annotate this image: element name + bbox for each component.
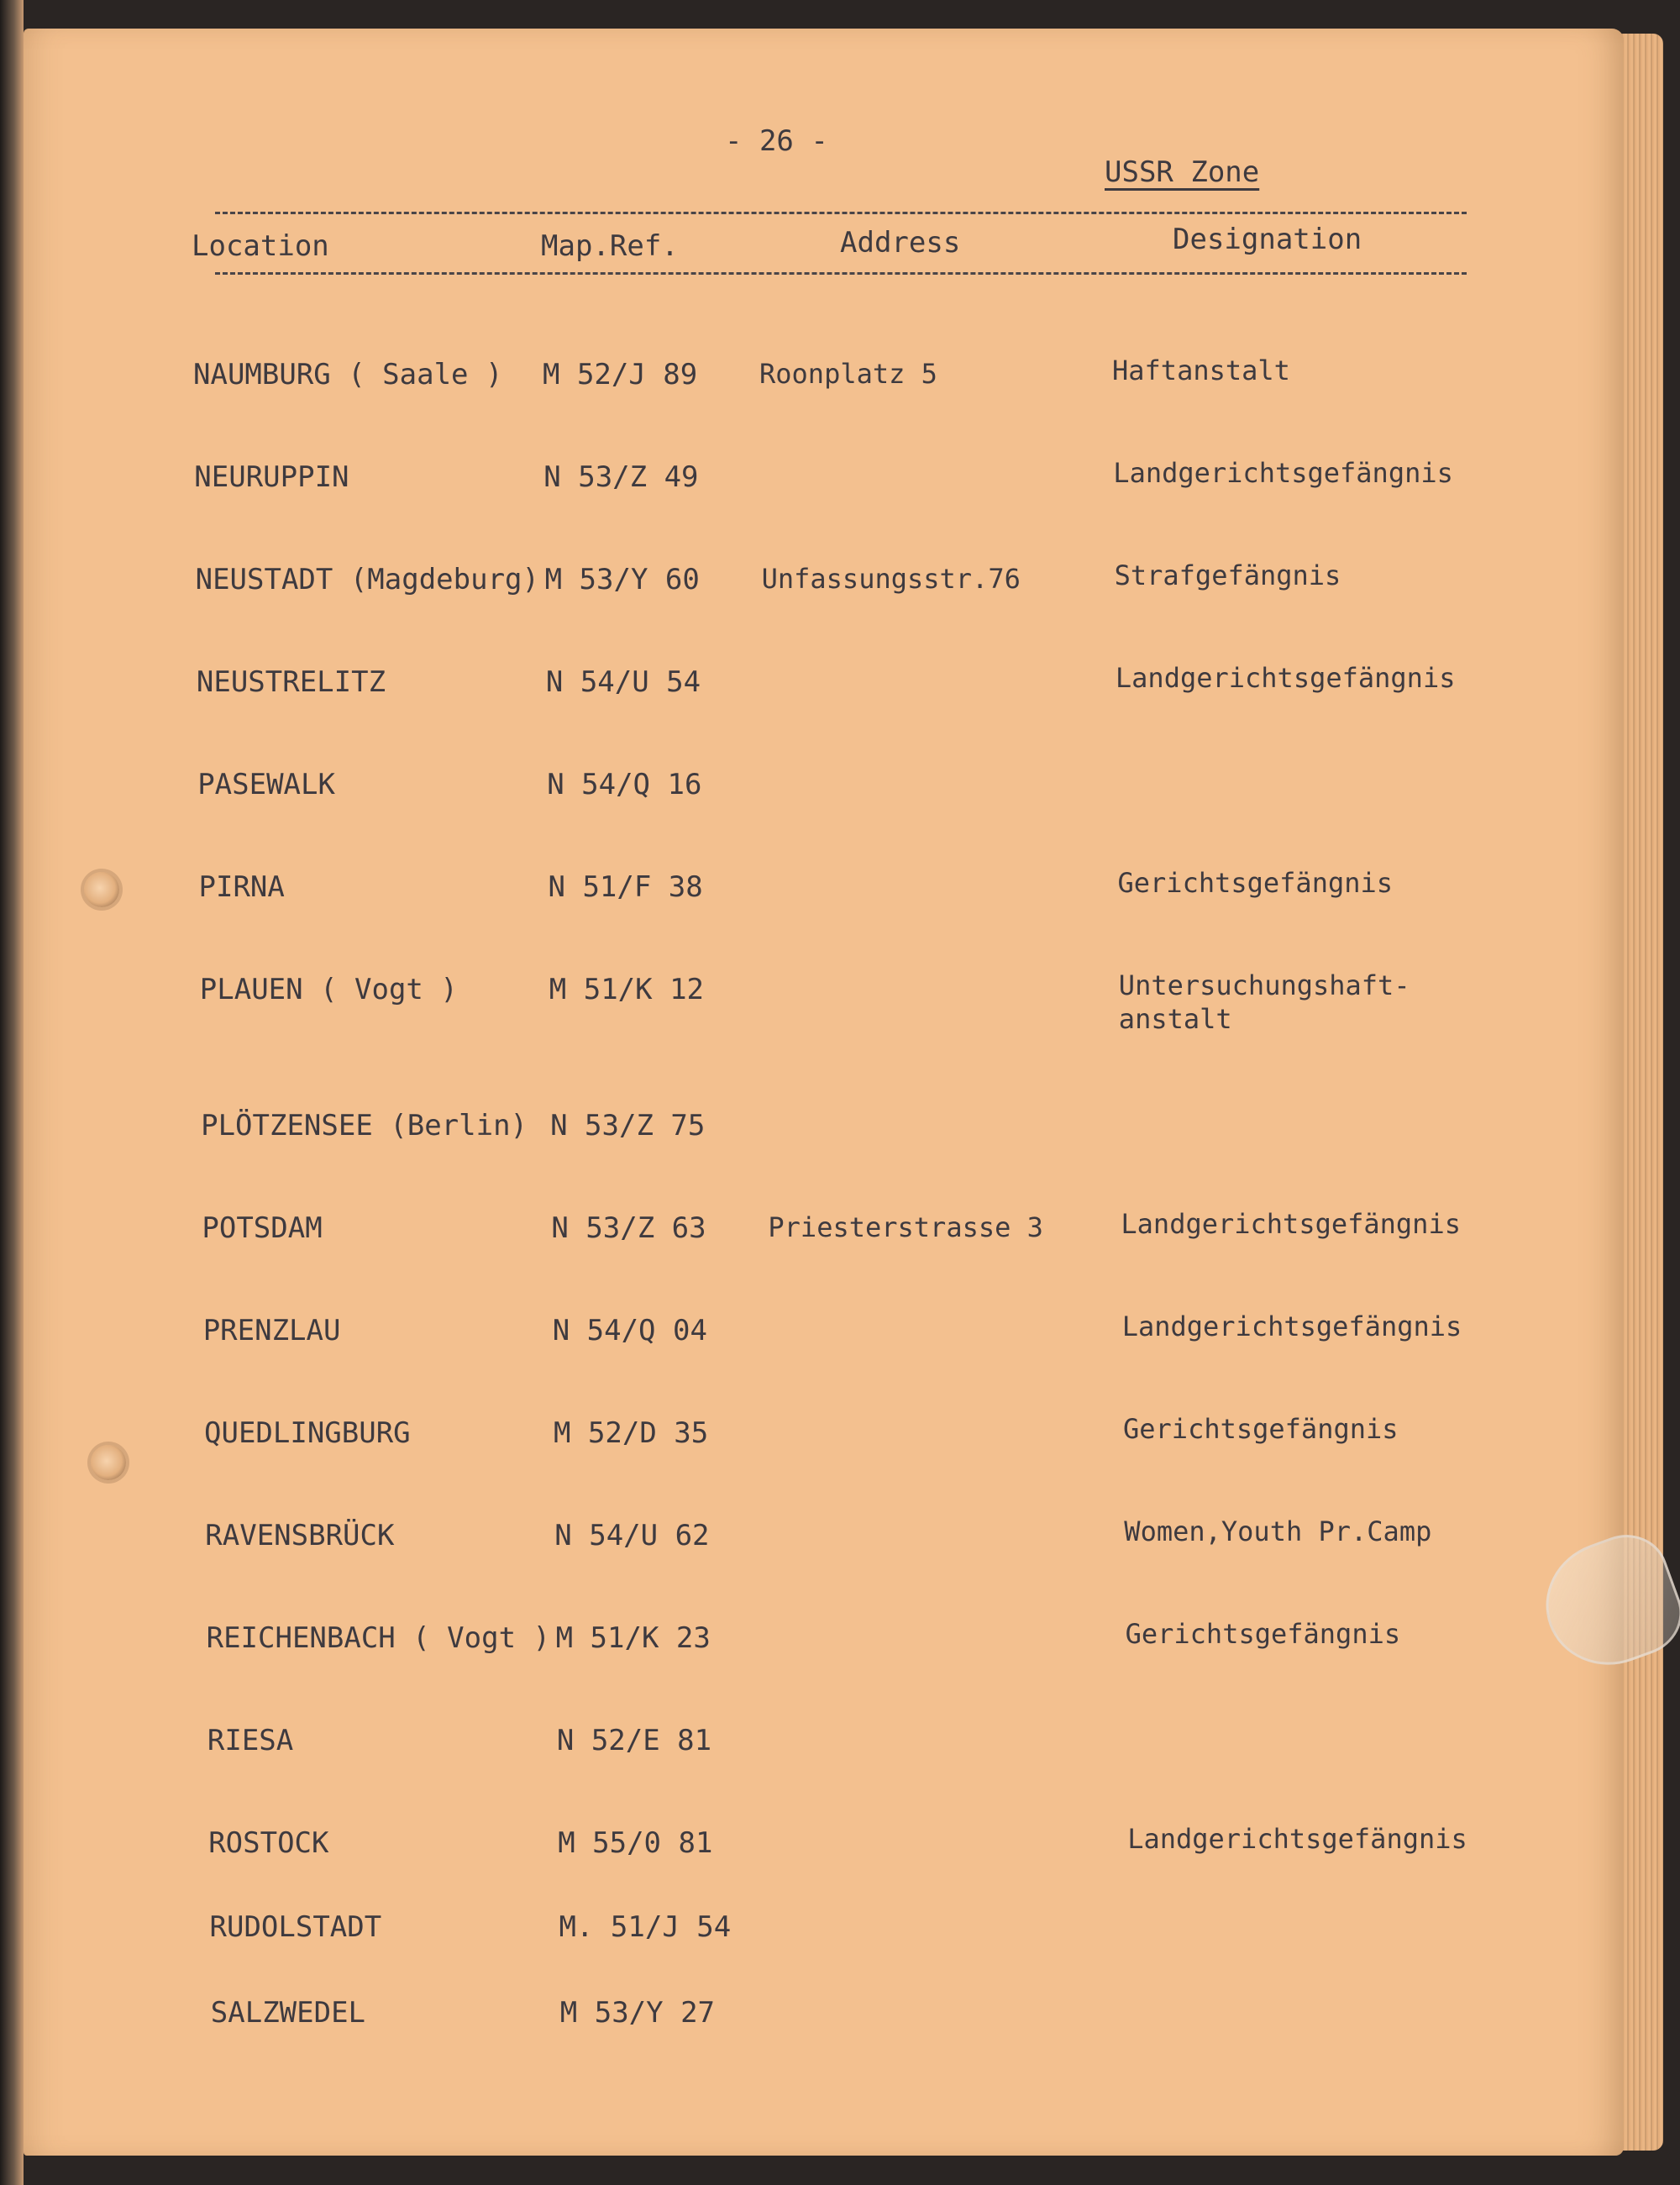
cell-designation: Gerichtsgefängnis [1117, 867, 1394, 899]
header-top-rule [215, 212, 1467, 214]
binding-edge [0, 0, 24, 2185]
cell-map-ref: N 54/U 62 [554, 1519, 710, 1552]
cell-location: NAUMBURG ( Saale ) [193, 358, 503, 391]
header-map-ref: Map.Ref. [541, 229, 679, 263]
cell-map-ref: N 53/Z 75 [550, 1109, 706, 1142]
cell-designation: Haftanstalt [1112, 355, 1290, 386]
cell-map-ref: M 53/Y 27 [559, 1996, 716, 2030]
cell-location: REICHENBACH ( Vogt ) [206, 1621, 550, 1655]
cell-map-ref: M 55/0 81 [558, 1826, 713, 1860]
cell-map-ref: M 52/D 35 [554, 1416, 709, 1450]
cell-map-ref: N 53/Z 63 [551, 1211, 706, 1245]
cell-designation: Landgerichtsgefängnis [1121, 1310, 1462, 1342]
cell-map-ref: N 54/U 54 [545, 665, 701, 699]
cell-designation: Gerichtsgefängnis [1125, 1618, 1401, 1650]
cell-map-ref: N 54/Q 04 [552, 1314, 707, 1347]
cell-designation: Untersuchungshaft- [1118, 969, 1410, 1001]
header-designation: Designation [1173, 223, 1362, 256]
document-page [24, 29, 1624, 2156]
cell-map-ref: N 52/E 81 [556, 1724, 712, 1757]
cell-location: ROSTOCK [208, 1826, 329, 1860]
cell-location: NEUSTADT (Magdeburg) [195, 563, 539, 596]
punch-hole-bottom [91, 1445, 126, 1480]
cell-map-ref: N 54/Q 16 [547, 768, 702, 801]
cell-designation-continued: anstalt [1118, 1003, 1232, 1035]
cell-location: RUDOLSTADT [209, 1910, 382, 1944]
cell-location: QUEDLINGBURG [204, 1416, 411, 1450]
cell-location: NEUSTRELITZ [196, 665, 386, 699]
cell-designation: Landgerichtsgefängnis [1113, 457, 1453, 489]
cell-map-ref: M. 51/J 54 [559, 1910, 732, 1944]
cell-location: NEURUPPIN [194, 460, 349, 494]
cell-location: PLAUEN ( Vogt ) [199, 973, 458, 1006]
cell-designation: Landgerichtsgefängnis [1121, 1208, 1461, 1240]
cell-location: RAVENSBRÜCK [205, 1519, 395, 1552]
cell-location: SALZWEDEL [210, 1996, 366, 2030]
cell-map-ref: M 52/J 89 [543, 358, 698, 391]
cell-designation: Gerichtsgefängnis [1123, 1413, 1399, 1445]
cell-map-ref: M 51/K 12 [549, 973, 705, 1006]
cell-location: PRENZLAU [202, 1314, 341, 1347]
header-address: Address [840, 226, 961, 260]
cell-map-ref: M 53/Y 60 [544, 563, 700, 596]
cell-designation: Landgerichtsgefängnis [1127, 1823, 1467, 1855]
cell-address: Unfassungsstr.76 [761, 563, 1021, 595]
cell-map-ref: N 51/F 38 [548, 870, 703, 904]
cell-address: Roonplatz 5 [759, 358, 937, 390]
header-bottom-rule [215, 272, 1467, 275]
page-number: - 26 - [725, 124, 828, 158]
cell-designation: Strafgefängnis [1114, 559, 1341, 591]
punch-hole-top [84, 872, 119, 907]
header-location: Location [192, 229, 329, 263]
cell-address: Priesterstrasse 3 [768, 1211, 1043, 1243]
cell-location: PIRNA [198, 870, 285, 904]
cell-location: PLÖTZENSEE (Berlin) [201, 1109, 528, 1142]
cell-location: PASEWALK [197, 768, 335, 801]
cell-map-ref: M 51/K 23 [555, 1621, 711, 1655]
zone-label: USSR Zone [1105, 155, 1260, 189]
cell-location: POTSDAM [202, 1211, 323, 1245]
cell-designation: Landgerichtsgefängnis [1115, 662, 1456, 694]
cell-location: RIESA [207, 1724, 294, 1757]
cell-designation: Women,Youth Pr.Camp [1124, 1515, 1432, 1547]
cell-map-ref: N 53/Z 49 [543, 460, 699, 494]
